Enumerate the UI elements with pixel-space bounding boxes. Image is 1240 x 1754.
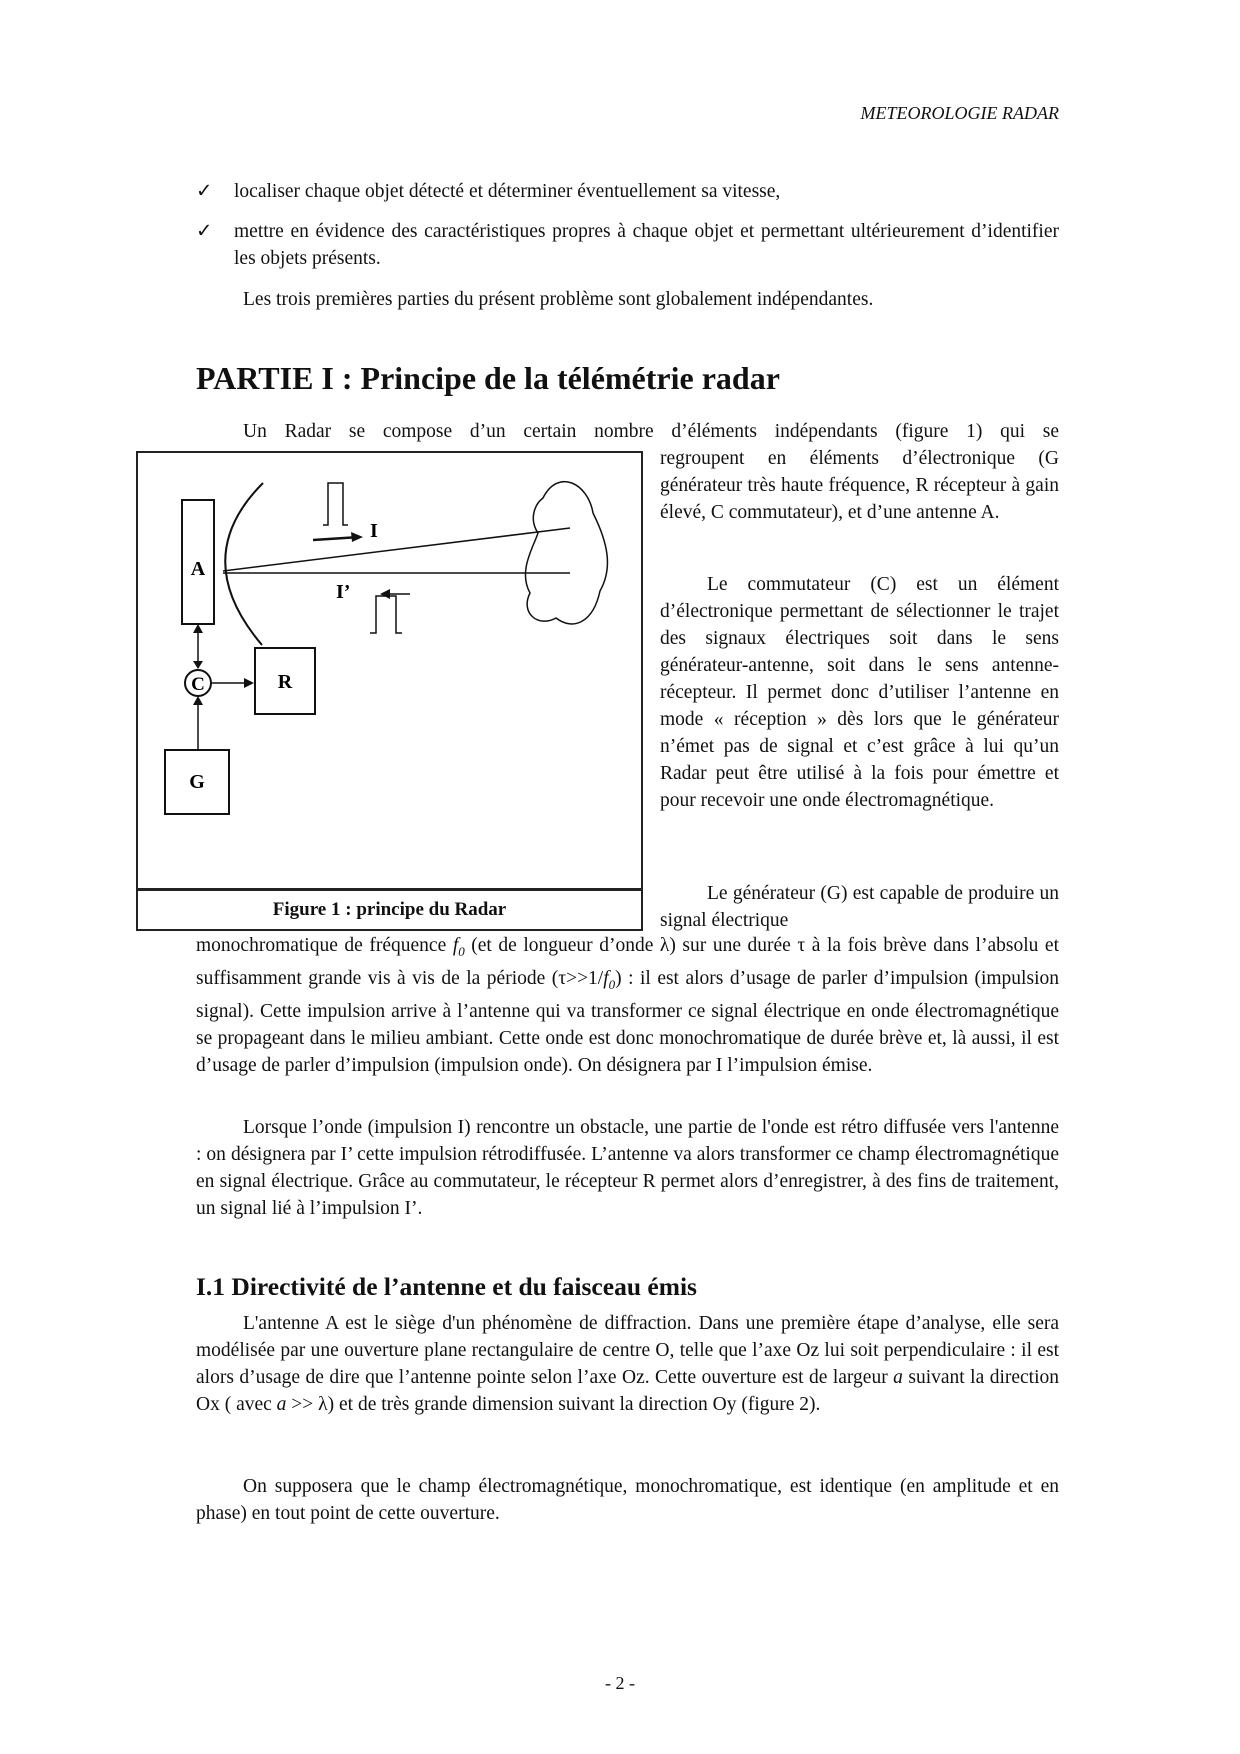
bullet-text: localiser chaque objet détecté et déterminer éventuellement sa vitesse, [234, 181, 781, 202]
emitted-arrow-head [351, 532, 363, 542]
label-g: G [189, 771, 205, 793]
label-i: I [370, 520, 378, 542]
paragraph-side-3: Le générateur (G) est capable de produire un signal électrique [660, 883, 1059, 931]
paragraph-side-2: Le commutateur (C) est un élément d’électronique permettant de sélectionner le trajet des signaux électriques soit dans le sens générateur-antenne, soit dans le sens antenne-récepteur. Il permet donc d’utiliser l’antenne en mode « réception » dès lors que le générateur n’émet pas de signal et c’est grâce à lui qu’un Radar peut être utilisé à la fois pour émettre et pour recevoir une onde électromagnétique. [660, 574, 1059, 811]
arrow-up-icon [193, 624, 203, 633]
arrow-right-icon [244, 678, 254, 688]
bullet-text: mettre en évidence des caractéristiques propres à chaque objet et permettant ultérieurement d’identifier les objets présents. [234, 221, 1059, 269]
label-c: C [191, 674, 205, 695]
emitted-pulse [323, 483, 348, 525]
intro-note: Les trois premières parties du présent problème sont globalement indépendantes. [243, 289, 874, 310]
page-number: - 2 - [605, 1673, 635, 1693]
section-title: I.1 Directivité de l’antenne et du faisceau émis [196, 1272, 697, 1301]
bullet-item [196, 178, 1059, 205]
bullet-item [196, 218, 1059, 272]
dish-reflector [225, 483, 263, 645]
reflected-pulse [370, 596, 402, 633]
paragraph-side-1: regroupent en éléments d’électronique (G générateur très haute fréquence, R récepteur à gain élevé, C commutateur), et d’une antenne A. [660, 448, 1059, 523]
paragraph-field: On supposera que le champ électromagnétique, monochromatique, est identique (en amplitude et en phase) en tout point de cette ouverture. [196, 1476, 1059, 1524]
figure-caption: Figure 1 : principe du Radar [136, 889, 643, 931]
arrow-up-icon [193, 696, 203, 705]
paragraph-text: Un Radar se compose d’un certain nombre d’éléments indépendants (figure 1) qui se [243, 421, 1059, 442]
paragraph-reception: Lorsque l’onde (impulsion I) rencontre un obstacle, une partie de l'onde est rétro diffusée vers l'antenne : on désignera par I’ cette impulsion rétrodiffusée. L’antenne va alors transformer ce champ électromagnétique en signal électrique. Grâce au commutateur, le récepteur R permet alors d’enregistrer, à des fins de traitement, un signal lié à l’impulsion I’. [196, 1117, 1059, 1219]
running-header: METEOROLOGIE RADAR [860, 103, 1059, 123]
arrow-down-icon [193, 661, 203, 669]
label-i-prime: I’ [336, 581, 351, 603]
paragraph-generator: monochromatique de fréquence $f_0$ (et de longueur d’onde λ) sur une durée τ à la fois brève dans l’absolu et suffisamment grande vis à vis de la période $(\tau>>1/f_0)$ : il est alors d’usage de parler d’impulsion (impulsion signal). Cette impulsion arrive à l’antenne qui va transformer ce signal électrique en onde électromagnétique se propageant dans le milieu ambiant. Cette onde est donc monochromatique de durée brève et, là aussi, il est d’usage de parler d’impulsion (impulsion onde). On désignera par I l’impulsion émise. [196, 935, 1059, 1076]
radar-diagram [138, 453, 637, 884]
beam-upper-line [223, 528, 570, 571]
checkmark-icon: ✓ [196, 181, 213, 202]
part-title: PARTIE I : Principe de la télémétrie radar [196, 360, 780, 396]
label-r: R [277, 671, 293, 693]
reflected-arrow-head [380, 589, 390, 599]
paragraph-first-line [196, 418, 1059, 445]
target-cloud [525, 482, 607, 624]
checkmark-icon: ✓ [196, 221, 213, 242]
label-a: A [190, 558, 206, 580]
paragraph-antenna: L'antenne A est le siège d'un phénomène de diffraction. Dans une première étape d’analyse, elle sera modélisée par une ouverture plane rectangulaire de centre O, telle que l’axe Oz lui soit perpendiculaire : il est alors d’usage de dire que l’antenne pointe selon l’axe Oz. Cette ouverture est de largeur a suivant la direction Ox ( avec a >> λ) et de très grande dimension suivant la direction Oy (figure 2). [196, 1313, 1059, 1415]
